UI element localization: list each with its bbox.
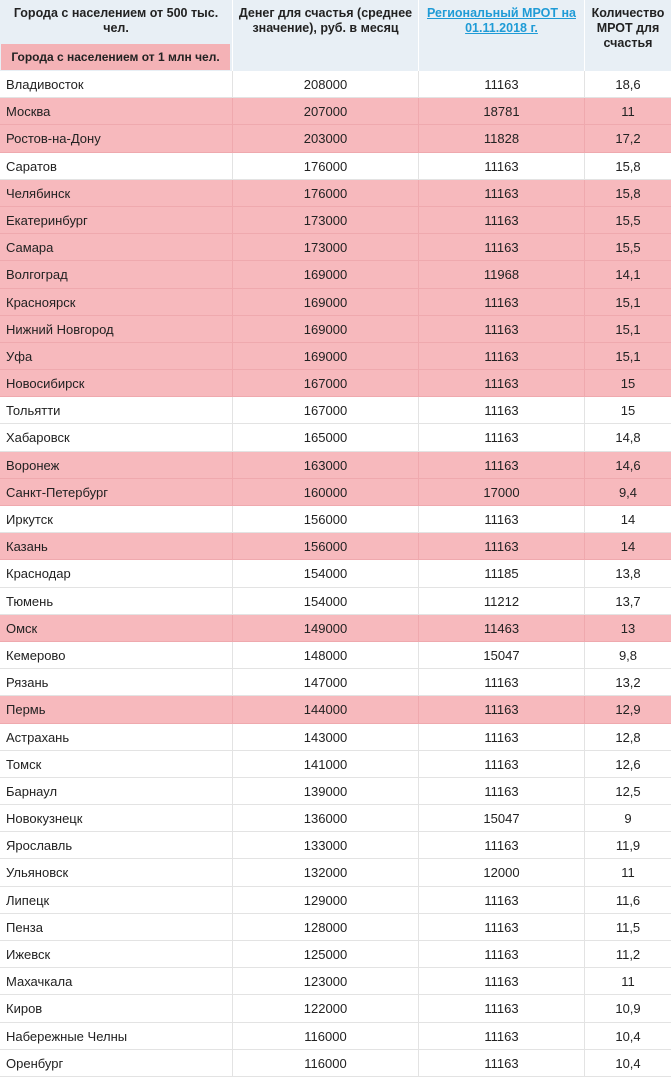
mrot-cell: 11828	[418, 125, 584, 151]
table-body	[0, 71, 671, 1077]
money-cell: 133000	[232, 832, 418, 858]
count-cell: 10,4	[584, 1050, 671, 1076]
mrot-cell: 11968	[418, 261, 584, 287]
money-cell: 147000	[232, 669, 418, 695]
count-cell: 12,5	[584, 778, 671, 804]
mrot-cell: 11163	[418, 887, 584, 913]
table-row	[0, 370, 671, 397]
count-cell: 15,1	[584, 289, 671, 315]
mrot-cell: 11163	[418, 968, 584, 994]
mrot-cell: 11185	[418, 560, 584, 586]
city-cell: Челябинск	[6, 185, 71, 201]
mrot-cell: 11163	[418, 153, 584, 179]
mrot-cell: 11163	[418, 778, 584, 804]
mrot-cell: 11163	[418, 207, 584, 233]
count-cell: 12,6	[584, 751, 671, 777]
table-row	[0, 1050, 671, 1077]
money-cell: 123000	[232, 968, 418, 994]
money-cell: 136000	[232, 805, 418, 831]
count-cell: 15,8	[584, 153, 671, 179]
mrot-cell: 11163	[418, 316, 584, 342]
city-cell: Пермь	[6, 702, 46, 718]
money-cell: 169000	[232, 289, 418, 315]
mrot-cell: 11163	[418, 914, 584, 940]
table-row	[0, 696, 671, 723]
table-row	[0, 859, 671, 886]
money-cell: 116000	[232, 1023, 418, 1049]
table-row	[0, 533, 671, 560]
money-cell: 167000	[232, 370, 418, 396]
count-cell: 15,8	[584, 180, 671, 206]
money-cell: 169000	[232, 316, 418, 342]
count-cell: 14,6	[584, 452, 671, 478]
city-cell: Москва	[6, 104, 51, 120]
table-row	[0, 968, 671, 995]
count-cell: 15,5	[584, 234, 671, 260]
money-cell: 144000	[232, 696, 418, 722]
money-cell: 208000	[232, 71, 418, 97]
count-cell: 10,9	[584, 995, 671, 1021]
table-row	[0, 261, 671, 288]
table-row	[0, 98, 671, 125]
mrot-cell: 11163	[418, 234, 584, 260]
city-cell: Екатеринбург	[6, 212, 88, 228]
mrot-cell: 15047	[418, 642, 584, 668]
money-cell: 154000	[232, 560, 418, 586]
mrot-cell: 15047	[418, 805, 584, 831]
city-cell: Томск	[6, 756, 42, 772]
money-cell: 156000	[232, 506, 418, 532]
mrot-cell: 17000	[418, 479, 584, 505]
money-cell: 116000	[232, 1050, 418, 1076]
count-cell: 14,1	[584, 261, 671, 287]
count-cell: 11,5	[584, 914, 671, 940]
header-count-label: Количество МРОТ для счастья	[591, 6, 665, 50]
count-cell: 9,4	[584, 479, 671, 505]
money-cell: 169000	[232, 261, 418, 287]
money-cell: 125000	[232, 941, 418, 967]
mrot-cell: 11163	[418, 995, 584, 1021]
mrot-cell: 11163	[418, 1050, 584, 1076]
city-cell: Рязань	[6, 675, 49, 691]
count-cell: 12,8	[584, 724, 671, 750]
header-money-label: Денег для счастья (среднее значение), руб. в месяц	[238, 6, 413, 35]
table-row	[0, 615, 671, 642]
count-cell: 11,2	[584, 941, 671, 967]
table-row	[0, 207, 671, 234]
money-cell: 173000	[232, 207, 418, 233]
count-cell: 11	[584, 968, 671, 994]
table-row	[0, 941, 671, 968]
mrot-cell: 11163	[418, 397, 584, 423]
mrot-cell: 11163	[418, 71, 584, 97]
money-cell: 176000	[232, 153, 418, 179]
city-cell: Кемерово	[6, 647, 66, 663]
city-cell: Омск	[6, 620, 38, 636]
city-cell: Набережные Челны	[6, 1028, 128, 1044]
header-money	[232, 0, 418, 71]
city-cell: Волгоград	[6, 267, 68, 283]
count-cell: 10,4	[584, 1023, 671, 1049]
city-cell: Барнаул	[6, 783, 58, 799]
count-cell: 14,8	[584, 424, 671, 450]
count-cell: 13,7	[584, 588, 671, 614]
city-cell: Краснодар	[6, 566, 71, 582]
table-row	[0, 452, 671, 479]
city-cell: Ростов-на-Дону	[6, 131, 101, 147]
mrot-cell: 11163	[418, 941, 584, 967]
city-cell: Владивосток	[6, 77, 84, 92]
money-cell: 169000	[232, 343, 418, 369]
money-cell: 154000	[232, 588, 418, 614]
table-row	[0, 153, 671, 180]
count-cell: 11,9	[584, 832, 671, 858]
header-mrot-link[interactable]: Региональный МРОТ на 01.11.2018 г.	[427, 6, 576, 35]
city-cell: Казань	[6, 539, 48, 555]
city-cell: Новосибирск	[6, 376, 85, 392]
mrot-cell: 11163	[418, 696, 584, 722]
table-row	[0, 316, 671, 343]
city-cell: Саратов	[6, 158, 57, 174]
city-cell: Махачкала	[6, 974, 73, 990]
count-cell: 11,6	[584, 887, 671, 913]
city-cell: Пенза	[6, 919, 43, 935]
count-cell: 11	[584, 98, 671, 124]
table-row	[0, 669, 671, 696]
money-cell: 148000	[232, 642, 418, 668]
money-cell: 122000	[232, 995, 418, 1021]
table-row	[0, 805, 671, 832]
count-cell: 18,6	[584, 71, 671, 97]
table-row	[0, 887, 671, 914]
header-mrot	[418, 0, 584, 71]
mrot-cell: 12000	[418, 859, 584, 885]
mrot-cell: 11163	[418, 370, 584, 396]
table-row	[0, 588, 671, 615]
city-cell: Нижний Новгород	[6, 321, 114, 337]
count-cell: 15,1	[584, 343, 671, 369]
mrot-cell: 11163	[418, 424, 584, 450]
table-row	[0, 506, 671, 533]
legend-million-cities: Города с населением от 1 млн чел.	[1, 44, 230, 70]
city-cell: Уфа	[6, 348, 33, 364]
money-cell: 156000	[232, 533, 418, 559]
city-cell: Санкт-Петербург	[6, 484, 108, 500]
city-cell: Красноярск	[6, 294, 76, 310]
money-cell: 160000	[232, 479, 418, 505]
mrot-cell: 11163	[418, 180, 584, 206]
money-cell: 132000	[232, 859, 418, 885]
money-cell: 163000	[232, 452, 418, 478]
city-cell: Ижевск	[6, 947, 51, 962]
count-cell: 14	[584, 506, 671, 532]
count-cell: 13,2	[584, 669, 671, 695]
money-cell: 203000	[232, 125, 418, 151]
city-cell: Ярославль	[6, 838, 73, 854]
city-cell: Липецк	[6, 892, 50, 908]
count-cell: 14	[584, 533, 671, 559]
mrot-cell: 11163	[418, 669, 584, 695]
money-cell: 139000	[232, 778, 418, 804]
mrot-cell: 11163	[418, 751, 584, 777]
table-row	[0, 751, 671, 778]
money-cell: 149000	[232, 615, 418, 641]
table-row	[0, 125, 671, 152]
table-row	[0, 343, 671, 370]
city-cell: Киров	[6, 1001, 43, 1017]
city-cell: Ульяновск	[6, 865, 69, 881]
count-cell: 9,8	[584, 642, 671, 668]
header-count	[584, 0, 671, 71]
table-row	[0, 479, 671, 506]
mrot-cell: 11163	[418, 343, 584, 369]
table-row	[0, 995, 671, 1022]
money-cell: 207000	[232, 98, 418, 124]
table-row	[0, 642, 671, 669]
table-row	[0, 397, 671, 424]
city-cell: Самара	[6, 240, 54, 256]
count-cell: 12,9	[584, 696, 671, 722]
money-cell: 129000	[232, 887, 418, 913]
mrot-cell: 18781	[418, 98, 584, 124]
city-cell: Оренбург	[6, 1055, 64, 1071]
count-cell: 15,5	[584, 207, 671, 233]
count-cell: 13,8	[584, 560, 671, 586]
mrot-cell: 11163	[418, 724, 584, 750]
table-row	[0, 1023, 671, 1050]
money-cell: 128000	[232, 914, 418, 940]
money-cell: 176000	[232, 180, 418, 206]
table-row	[0, 71, 671, 98]
table-row	[0, 778, 671, 805]
mrot-cell: 11212	[418, 588, 584, 614]
money-cell: 167000	[232, 397, 418, 423]
city-cell: Тюмень	[6, 593, 54, 609]
table-row	[0, 424, 671, 451]
count-cell: 15,1	[584, 316, 671, 342]
table-row	[0, 289, 671, 316]
money-cell: 141000	[232, 751, 418, 777]
mrot-cell: 11163	[418, 832, 584, 858]
money-cell: 165000	[232, 424, 418, 450]
money-cell: 143000	[232, 724, 418, 750]
count-cell: 17,2	[584, 125, 671, 151]
count-cell: 13	[584, 615, 671, 641]
table-header	[0, 0, 671, 72]
count-cell: 9	[584, 805, 671, 831]
money-cell: 173000	[232, 234, 418, 260]
mrot-cell: 11163	[418, 1023, 584, 1049]
count-cell: 11	[584, 859, 671, 885]
city-cell: Астрахань	[6, 729, 70, 745]
mrot-cell: 11163	[418, 289, 584, 315]
mrot-cell: 11163	[418, 452, 584, 478]
table-row	[0, 180, 671, 207]
table-row	[0, 234, 671, 261]
city-cell: Воронеж	[6, 457, 60, 473]
table-row	[0, 724, 671, 751]
city-cell: Иркутск	[6, 512, 53, 527]
count-cell: 15	[584, 370, 671, 396]
city-cell: Тольятти	[6, 403, 61, 419]
table-row	[0, 560, 671, 587]
count-cell: 15	[584, 397, 671, 423]
city-cell: Новокузнецк	[6, 811, 83, 827]
mrot-cell: 11163	[418, 506, 584, 532]
table-row	[0, 914, 671, 941]
header-city-label: Города с населением от 500 тыс. чел.	[13, 6, 219, 35]
mrot-cell: 11163	[418, 533, 584, 559]
mrot-cell: 11463	[418, 615, 584, 641]
table-row	[0, 832, 671, 859]
city-cell: Хабаровск	[6, 430, 70, 446]
